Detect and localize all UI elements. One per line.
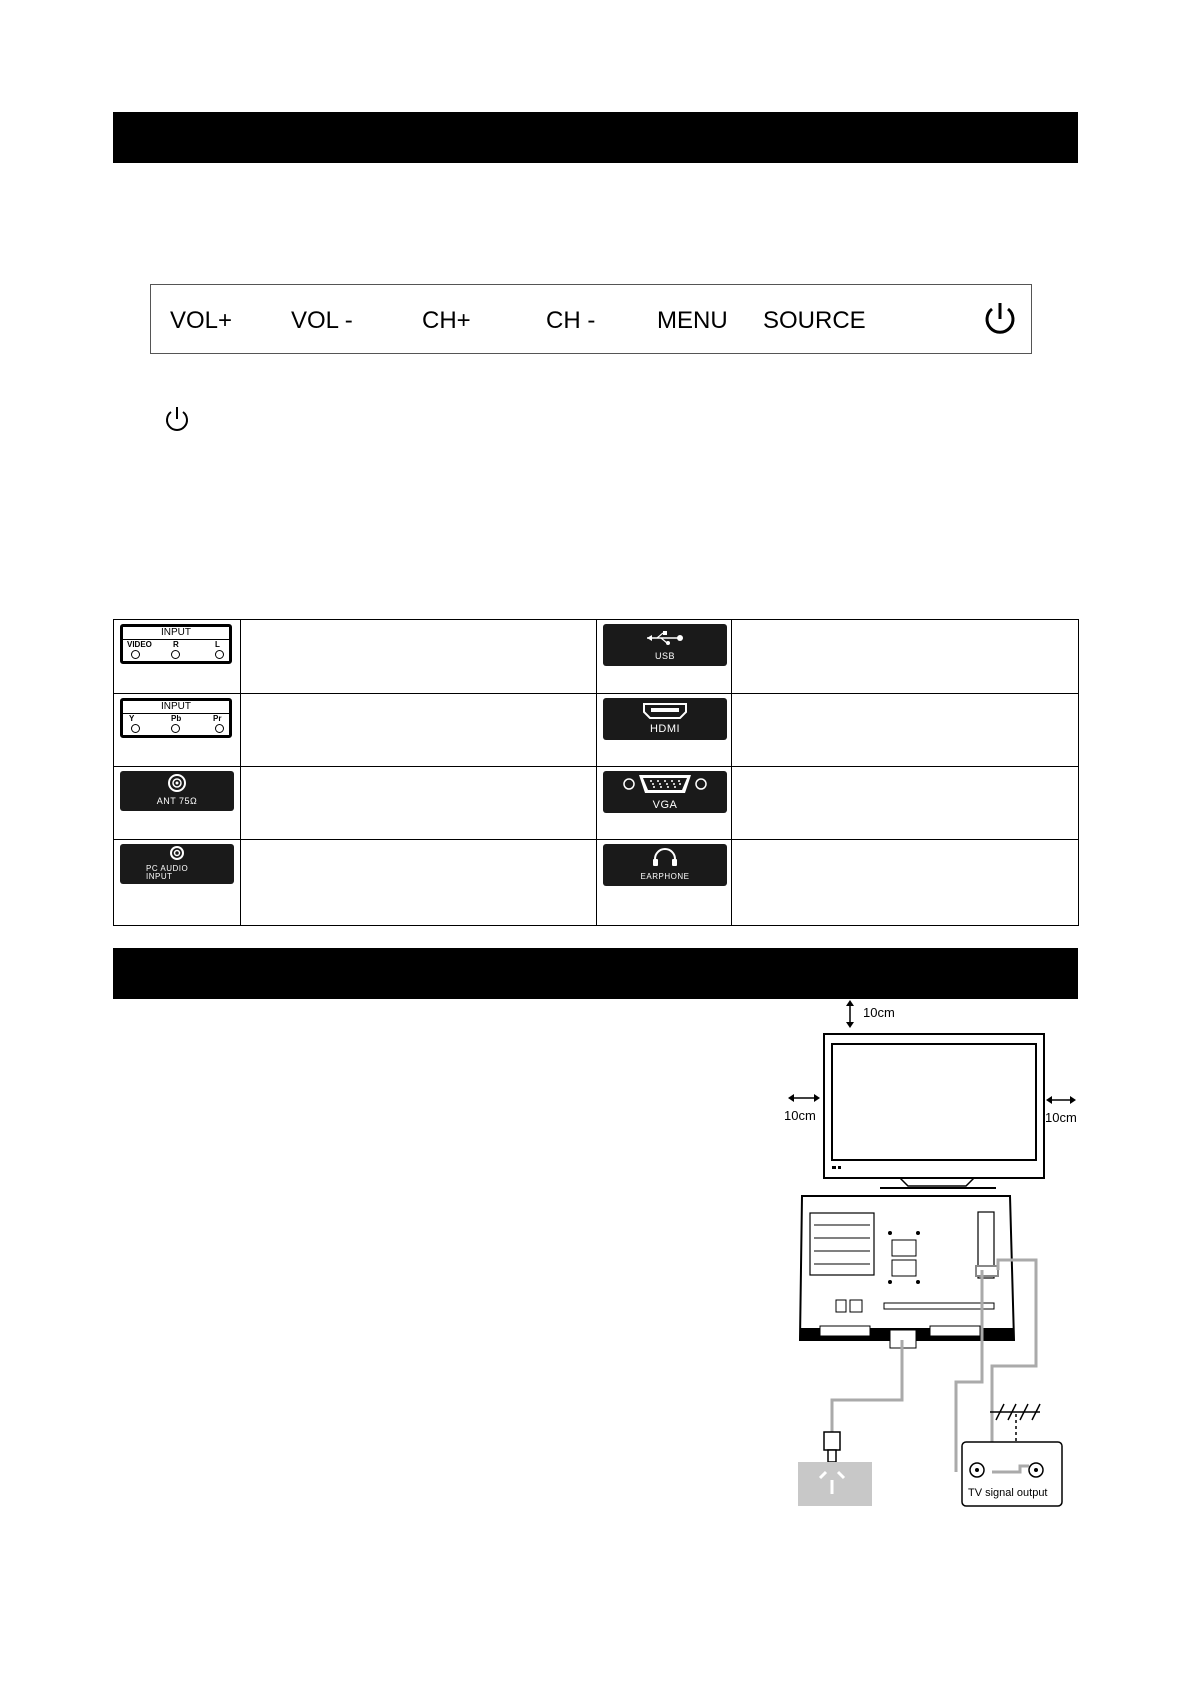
connector-description (241, 620, 597, 694)
section-header-bar (113, 948, 1078, 999)
clearance-left-label: 10cm (784, 1108, 816, 1123)
vga-icon: VGA (603, 771, 727, 813)
source-button: SOURCE (763, 307, 866, 334)
clearance-top-label: 10cm (863, 1005, 895, 1020)
pc-audio-icon: PC AUDIO INPUT (120, 844, 234, 884)
hdmi-icon: HDMI (603, 698, 727, 740)
connector-icon-cell (114, 694, 241, 767)
antenna-icon: ANT 75Ω (120, 771, 234, 811)
ypbpr-input-icon: INPUT Y Pb Pr (120, 698, 232, 738)
earphone-icon: EARPHONE (603, 844, 727, 886)
connector-description (241, 767, 597, 840)
connector-description (732, 767, 1079, 840)
connector-table (113, 619, 1079, 926)
connector-description (241, 694, 597, 767)
vol-up-button: VOL+ (170, 307, 233, 334)
ch-up-button: CH+ (422, 307, 471, 334)
tv-signal-output-label: TV signal output (968, 1487, 1048, 1499)
control-panel (150, 284, 1032, 354)
power-icon (982, 301, 1018, 339)
installation-figure (780, 1000, 1080, 1520)
connector-description (732, 694, 1079, 767)
section-header-bar (113, 112, 1078, 163)
connector-icon-cell (597, 767, 732, 840)
usb-icon: USB (603, 624, 727, 666)
connector-icon-cell (114, 840, 241, 926)
connector-description (241, 840, 597, 926)
connector-icon-cell (114, 620, 241, 694)
av-input-icon: INPUT VIDEO R L (120, 624, 232, 664)
connector-icon-cell (597, 840, 732, 926)
power-icon (164, 405, 190, 433)
connector-description (732, 840, 1079, 926)
connector-icon-cell (597, 694, 732, 767)
connector-icon-cell (114, 767, 241, 840)
clearance-right-label: 10cm (1045, 1110, 1077, 1125)
vol-down-button: VOL - (291, 307, 353, 334)
connector-description (732, 620, 1079, 694)
menu-button: MENU (657, 307, 728, 334)
ch-down-button: CH - (546, 307, 596, 334)
connector-icon-cell (597, 620, 732, 694)
tv-installation-diagram (780, 1000, 1080, 1520)
